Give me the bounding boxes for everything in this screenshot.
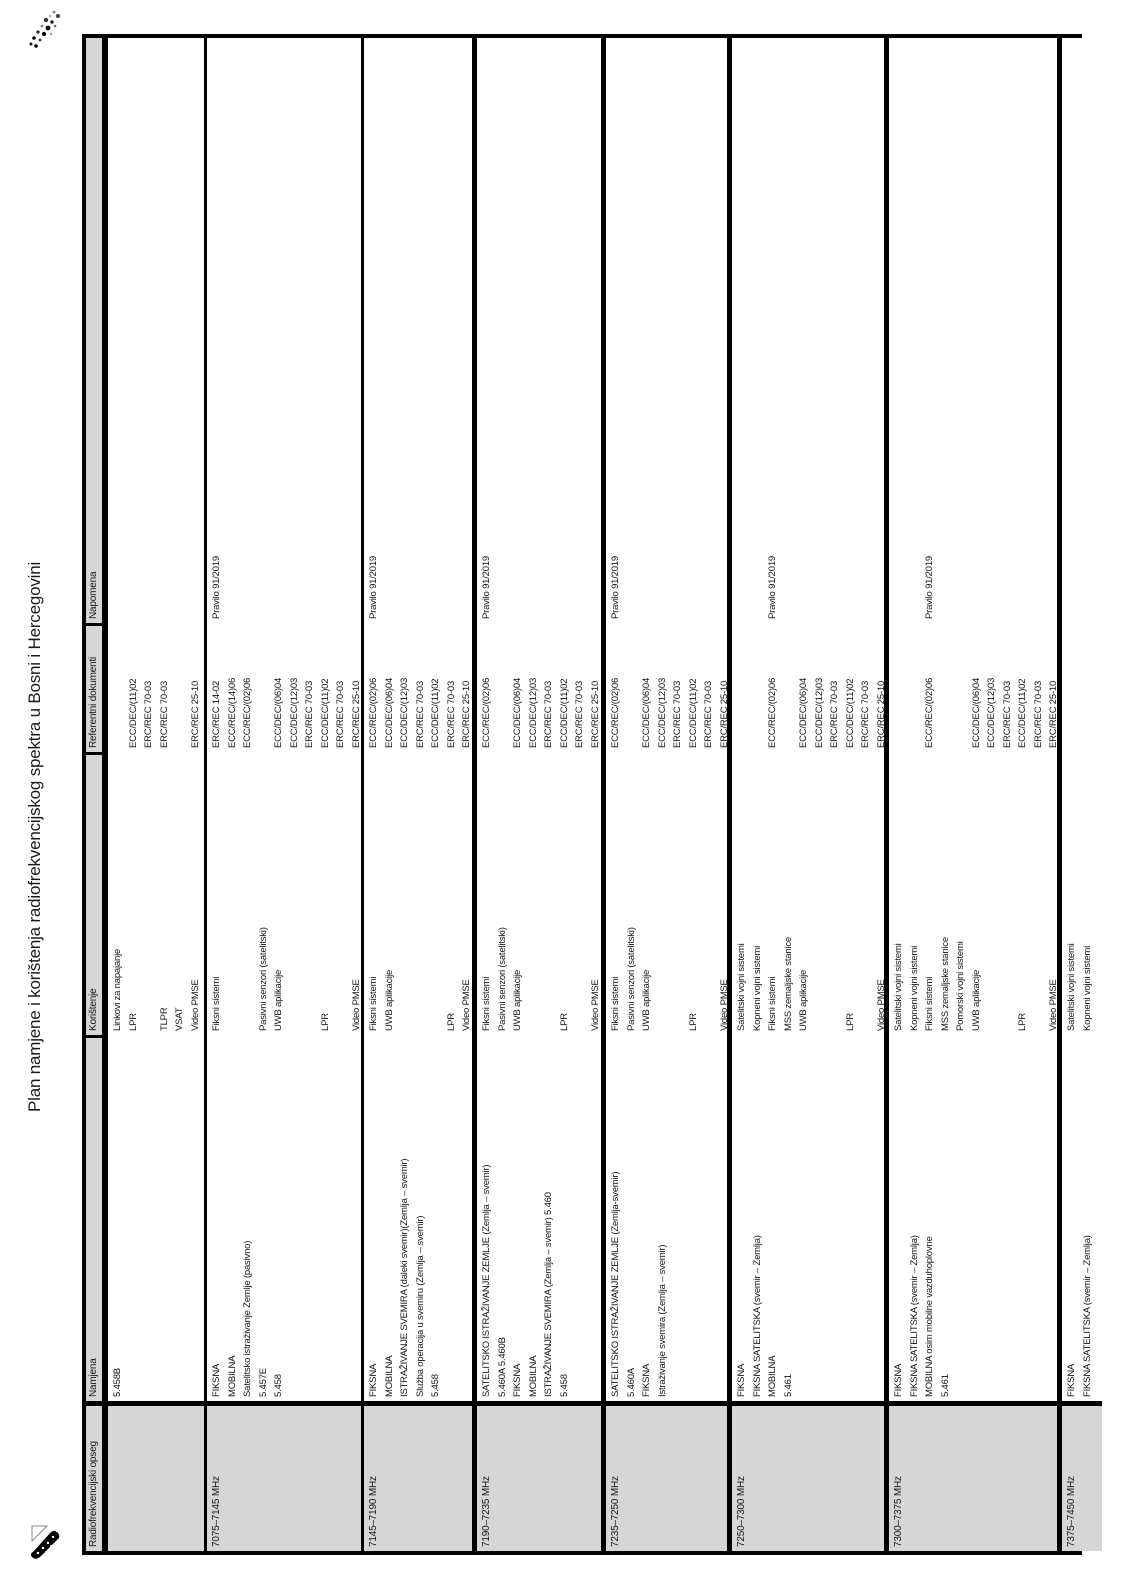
cell-line: Video PMSE	[1048, 979, 1059, 1031]
cell-frequency	[1062, 1401, 1102, 1551]
table-row	[472, 38, 601, 1551]
cell-line: ECC/DEC/(11)02	[319, 678, 331, 748]
cell-line	[333, 752, 349, 1031]
cell-line: ECC/DEC/(06)04	[798, 677, 809, 748]
cell-line	[907, 623, 923, 748]
cell-line: FIKSNA	[1066, 1363, 1077, 1397]
cell-line: Pravilo 91/2019	[924, 555, 935, 619]
cell-line	[734, 623, 750, 748]
cell-line: FIKSNA	[641, 1363, 652, 1397]
cell-line	[397, 752, 413, 1031]
cell-line	[302, 752, 318, 1031]
cell-line	[428, 752, 444, 1031]
cell-line	[858, 752, 874, 1031]
frequency-label: 7145–7190 MHz	[368, 1476, 379, 1547]
table-row	[361, 38, 472, 1551]
cell-line: SATELITSKO ISTRAŽIVANJE ZEMLJE (Zemlja-svemir)	[610, 1171, 621, 1397]
cell-referentni-dokumenti	[108, 623, 204, 752]
cell-line: Pasivni senzori (satelitski)	[496, 927, 508, 1031]
cell-line: ECC/DEC/(12)03	[986, 677, 997, 748]
cell-line: Video PMSE	[189, 979, 201, 1031]
cell-line: ECC/REC/(02)06	[368, 677, 379, 748]
cell-koristenje	[364, 752, 472, 1035]
cell-line	[891, 623, 907, 748]
frequency-label	[110, 1406, 126, 1547]
cell-referentni-dokumenti	[207, 623, 361, 752]
cell-line: ECC/DEC/(11)02	[1017, 678, 1028, 748]
cell-line: Fiksni sistemi	[924, 976, 935, 1031]
cell-line: Fiksni sistemi	[610, 976, 621, 1031]
cell-line: ECC/DEC/(06)04	[970, 677, 982, 748]
cell-line: Video PMSE	[350, 979, 362, 1031]
cell-line: ERC/REC 25-10	[189, 680, 201, 748]
cell-line: ERC/REC 70-03	[158, 680, 170, 748]
cell-napomena	[207, 38, 361, 623]
cell-line: ERC/REC 70-03	[672, 680, 683, 748]
cell-line	[624, 623, 640, 748]
cell-line: FIKSNA	[512, 1363, 523, 1397]
cell-line: Kopneni vojni sistemi	[1081, 945, 1093, 1031]
cell-referentni-dokumenti	[732, 623, 887, 752]
cell-line: MSS zemaljske stanice	[939, 936, 951, 1031]
cell-line: Kopneni vojni sistemi	[908, 945, 920, 1031]
cell-line	[984, 752, 1000, 1031]
cell-namjena	[108, 1035, 204, 1401]
cell-line: Istraživanje svemira (Zemlja – svemir)	[656, 1244, 668, 1397]
cell-line: ERC/REC 70-03	[860, 680, 871, 748]
cell-line: Satelitski vojni sistemi	[893, 943, 904, 1031]
cell-line: MOBILNA	[767, 1355, 778, 1397]
cell-line: MOBILNA	[383, 1355, 395, 1397]
frequency-label: 7250–7300 MHz	[736, 1476, 747, 1547]
cell-napomena	[606, 38, 727, 623]
frequency-label: 7375–7450 MHz	[1066, 1476, 1077, 1547]
cell-line	[812, 752, 828, 1031]
cell-line: UWB aplikacije	[970, 969, 982, 1031]
cell-line: FIKSNA SATELITSKA (svemir – Zemlja)	[1081, 1235, 1093, 1397]
cell-line: ERC/REC 25-10	[718, 680, 730, 748]
cell-line: ECC/DEC/(12)03	[527, 677, 539, 748]
cell-line: ECC/DEC/(12)03	[813, 677, 825, 748]
cell-line: Pravilo 91/2019	[368, 555, 379, 619]
cell-line: ERC/REC 14-02	[211, 680, 222, 748]
cell-line: ECC/DEC/(11)02	[844, 678, 856, 748]
cell-napomena	[477, 38, 601, 623]
cell-line: ECC/DEC/(06)04	[273, 677, 284, 748]
cell-line: Pomorski vojni sistemi	[955, 941, 966, 1031]
cell-line	[413, 752, 429, 1031]
frequency-label: 7300–7375 MHz	[893, 1476, 904, 1547]
cell-line: Pravilo 91/2019	[767, 555, 778, 619]
cell-line: Satelitski vojni sistemi	[736, 943, 747, 1031]
cell-line	[110, 623, 126, 748]
cell-line: Linkovi za napajanje	[112, 948, 123, 1031]
cell-line: UWB aplikacije	[512, 969, 523, 1031]
cell-frequency	[477, 1401, 601, 1551]
cell-line: ERC/REC 70-03	[1001, 680, 1013, 748]
cell-line: ECC/REC/(02)06	[924, 677, 935, 748]
cell-koristenje	[732, 752, 887, 1035]
cell-line: FIKSNA SATELITSKA (svemir – Zemlja)	[908, 1235, 920, 1397]
cell-frequency	[889, 1401, 1057, 1551]
cell-line: Pasivni senzori (satelitski)	[257, 927, 269, 1031]
cell-line	[701, 752, 717, 1031]
cell-line: Satelitsko istraživanje Zemlje (pasivno)	[242, 1240, 253, 1397]
cell-line: 5.457E	[257, 1368, 269, 1397]
table-row	[601, 38, 730, 1551]
cell-line: LPR	[687, 1013, 699, 1031]
cell-frequency	[108, 1401, 204, 1551]
cell-napomena	[108, 38, 204, 623]
cell-referentni-dokumenti	[477, 623, 601, 752]
table-header-row	[86, 38, 105, 1551]
cell-line: 5.460A	[625, 1368, 637, 1397]
table-row	[1057, 38, 1102, 1551]
cell-line: LPR	[844, 1013, 856, 1031]
cell-line: 5.458	[273, 1374, 284, 1397]
cell-line	[240, 752, 256, 1031]
cell-line: ECC/DEC/(11)02	[687, 678, 699, 748]
cell-line: 5.458B	[112, 1368, 123, 1397]
table-row	[204, 38, 361, 1551]
cell-line: Pravilo 91/2019	[211, 555, 222, 619]
cell-line	[938, 623, 954, 748]
cell-line: Video PMSE	[589, 979, 601, 1031]
cell-line: ERC/REC 70-03	[414, 680, 426, 748]
cell-line: ECC/DEC/(11)02	[430, 678, 441, 748]
cell-line: VSAT	[174, 1007, 185, 1031]
cell-line	[750, 38, 766, 619]
frequency-label: 7235–7250 MHz	[610, 1476, 621, 1547]
cell-line: TLPR	[158, 1007, 170, 1031]
column-header-referentni-dokumenti: Referentni dokumenti	[86, 623, 102, 752]
cell-koristenje	[207, 752, 361, 1035]
cell-line	[172, 623, 188, 748]
cell-referentni-dokumenti	[889, 623, 1057, 752]
cell-referentni-dokumenti	[364, 623, 472, 752]
cell-napomena	[732, 38, 884, 623]
cell-frequency	[606, 1401, 727, 1551]
cell-line: ERC/REC 70-03	[335, 680, 346, 748]
cell-line: FIKSNA SATELITSKA (svemir – Zemlja)	[751, 1235, 763, 1397]
cell-line: UWB aplikacije	[383, 969, 395, 1031]
cell-line: Fiksni sistemi	[481, 976, 492, 1031]
cell-line	[526, 752, 542, 1031]
cell-line: ECC/DEC/(06)04	[641, 677, 652, 748]
cell-line	[750, 623, 766, 748]
cell-line	[287, 752, 303, 1031]
cell-line: MSS zemaljske stanice	[782, 936, 794, 1031]
cell-line: UWB aplikacije	[641, 969, 652, 1031]
cell-line	[891, 38, 907, 619]
cell-line: ERC/REC 25-10	[461, 680, 472, 748]
cell-line	[1031, 752, 1047, 1031]
cell-line	[953, 623, 969, 748]
column-header-napomena: Napomena	[88, 571, 99, 619]
cell-line: Video PMSE	[875, 979, 887, 1031]
cell-line: MOBILNA osim mobilne vazduhoplovne	[924, 1236, 935, 1397]
cell-line: LPR	[127, 1013, 139, 1031]
cell-line: Video PMSE	[461, 979, 472, 1031]
cell-line: Fiksni sistemi	[767, 976, 778, 1031]
cell-line	[670, 752, 686, 1031]
spectrum-table	[82, 34, 1093, 1555]
cell-line: ECC/DEC/(06)04	[512, 677, 523, 748]
table-row	[727, 38, 887, 1551]
cell-line: 5.461	[939, 1374, 951, 1397]
cell-line: Služba operacija u svemiru (Zemlja – svemir)	[414, 1215, 426, 1397]
cell-frequency	[364, 1401, 472, 1551]
cell-line: UWB aplikacije	[798, 969, 809, 1031]
cell-line: ECC/DEC/(11)02	[558, 678, 570, 748]
cell-line: Fiksni sistemi	[211, 976, 222, 1031]
cell-line: ERC/REC 25-10	[350, 680, 362, 748]
cell-line: FIKSNA	[736, 1363, 747, 1397]
cell-line: ECC/REC/(02)06	[481, 677, 492, 748]
cell-line: LPR	[445, 1013, 457, 1031]
cell-koristenje	[1062, 752, 1102, 1035]
ink-splatter-icon	[24, 6, 64, 52]
cell-line: ECC/REC/(02)06	[610, 677, 621, 748]
cell-line: ERC/REC 70-03	[1032, 680, 1044, 748]
cell-line: Fiksni sistemi	[368, 976, 379, 1031]
cell-namjena	[889, 1035, 1057, 1401]
frequency-label: 7075–7145 MHz	[211, 1476, 222, 1547]
cell-line: ERC/REC 70-03	[304, 680, 315, 748]
cell-line	[655, 752, 671, 1031]
cell-line: SATELITSKO ISTRAŽIVANJE ZEMLJE (Zemlja – svemir)	[481, 1164, 492, 1397]
cell-line: ISTRAŽIVANJE SVEMIRA (Zemlja – svemir) 5.460	[543, 1192, 554, 1397]
column-header-radiofrekvencijski-opseg: Radiofrekvencijski opseg	[86, 1401, 102, 1551]
cell-frequency	[207, 1401, 361, 1551]
cell-napomena	[889, 38, 1057, 623]
cell-line: LPR	[1017, 1013, 1028, 1031]
column-header-koristenje: Korištenje	[86, 752, 102, 1035]
cell-frequency	[732, 1401, 884, 1551]
cell-napomena	[364, 38, 472, 623]
cell-namjena	[364, 1035, 472, 1401]
cell-line: Satelitski vojni sistemi	[1066, 943, 1077, 1031]
cell-line: FIKSNA	[368, 1363, 379, 1397]
cell-line: FIKSNA	[211, 1363, 222, 1397]
cell-line	[907, 38, 923, 619]
cell-line: ECC/DEC/(06)04	[383, 677, 395, 748]
cell-line: Kopneni vojni sistemi	[751, 945, 763, 1031]
cell-line: ERC/REC 25-10	[1048, 680, 1059, 748]
cell-line: ISTRAŽIVANJE SVEMIRA (daleki svemir)(Zemlja – svemir)	[399, 1158, 410, 1397]
cell-line: ECC/DEC/(12)03	[656, 677, 668, 748]
cell-line	[225, 752, 241, 1031]
column-header-namjena: Namjena	[86, 1035, 102, 1401]
cell-line: ECC/REC/(02)06	[767, 677, 778, 748]
cell-referentni-dokumenti	[606, 623, 730, 752]
cell-line: FIKSNA	[893, 1363, 904, 1397]
page-title: Plan namjene i korištenja radiofrekvencijskog spektra u Bosni i Hercegovini	[25, 561, 44, 1112]
cell-line: ECC/DEC/(11)02	[127, 678, 139, 748]
cell-line: ECC/DEC/(12)03	[399, 677, 410, 748]
cell-line: Video PMSE	[718, 979, 730, 1031]
frequency-label: 7190–7235 MHz	[481, 1476, 492, 1547]
cell-namjena	[732, 1035, 884, 1401]
cell-namjena	[606, 1035, 727, 1401]
cell-koristenje	[108, 752, 204, 1035]
cell-namjena	[477, 1035, 601, 1401]
cell-koristenje	[477, 752, 601, 1035]
pen-nib-icon	[28, 1524, 62, 1562]
cell-line: ECC/DEC/(12)03	[288, 677, 300, 748]
cell-line: LPR	[319, 1013, 331, 1031]
cell-line: 5.460A 5.460B	[496, 1337, 508, 1397]
cell-line: MOBILNA	[527, 1355, 539, 1397]
cell-line: MOBILNA	[226, 1355, 238, 1397]
cell-line: ERC/REC 70-03	[703, 680, 714, 748]
cell-namjena	[207, 1035, 361, 1401]
cell-referentni-dokumenti	[1062, 623, 1102, 752]
cell-napomena	[1062, 38, 1102, 623]
cell-line: ERC/REC 70-03	[445, 680, 457, 748]
cell-namjena	[1062, 1035, 1102, 1401]
cell-line	[541, 752, 557, 1031]
cell-line: ERC/REC 70-03	[829, 680, 840, 748]
table-row	[884, 38, 1057, 1551]
cell-line: Pasivni senzori (satelitski)	[625, 927, 637, 1031]
cell-line: LPR	[558, 1013, 570, 1031]
cell-line	[734, 38, 750, 619]
table-row	[105, 38, 204, 1551]
cell-line	[572, 752, 588, 1031]
cell-line: ECC/REC/(02)06	[242, 677, 253, 748]
cell-line: ERC/REC 25-10	[875, 680, 887, 748]
cell-line	[256, 623, 272, 748]
cell-line: 5.461	[782, 1374, 794, 1397]
cell-line: Pravilo 91/2019	[481, 555, 492, 619]
cell-line: ERC/REC 25-10	[589, 680, 601, 748]
cell-line: ERC/REC 70-03	[143, 680, 154, 748]
cell-line: ECC/REC/(14)06	[226, 677, 238, 748]
cell-line	[1000, 752, 1016, 1031]
cell-line	[141, 752, 157, 1031]
cell-line	[781, 623, 797, 748]
cell-line: UWB aplikacije	[273, 969, 284, 1031]
cell-line	[827, 752, 843, 1031]
cell-line	[495, 623, 511, 748]
cell-line: Pravilo 91/2019	[610, 555, 621, 619]
cell-koristenje	[889, 752, 1057, 1035]
cell-line: ERC/REC 70-03	[574, 680, 585, 748]
cell-line: ERC/REC 70-03	[543, 680, 554, 748]
cell-line: 5.458	[558, 1374, 570, 1397]
cell-koristenje	[606, 752, 730, 1035]
cell-line: 5.458	[430, 1374, 441, 1397]
